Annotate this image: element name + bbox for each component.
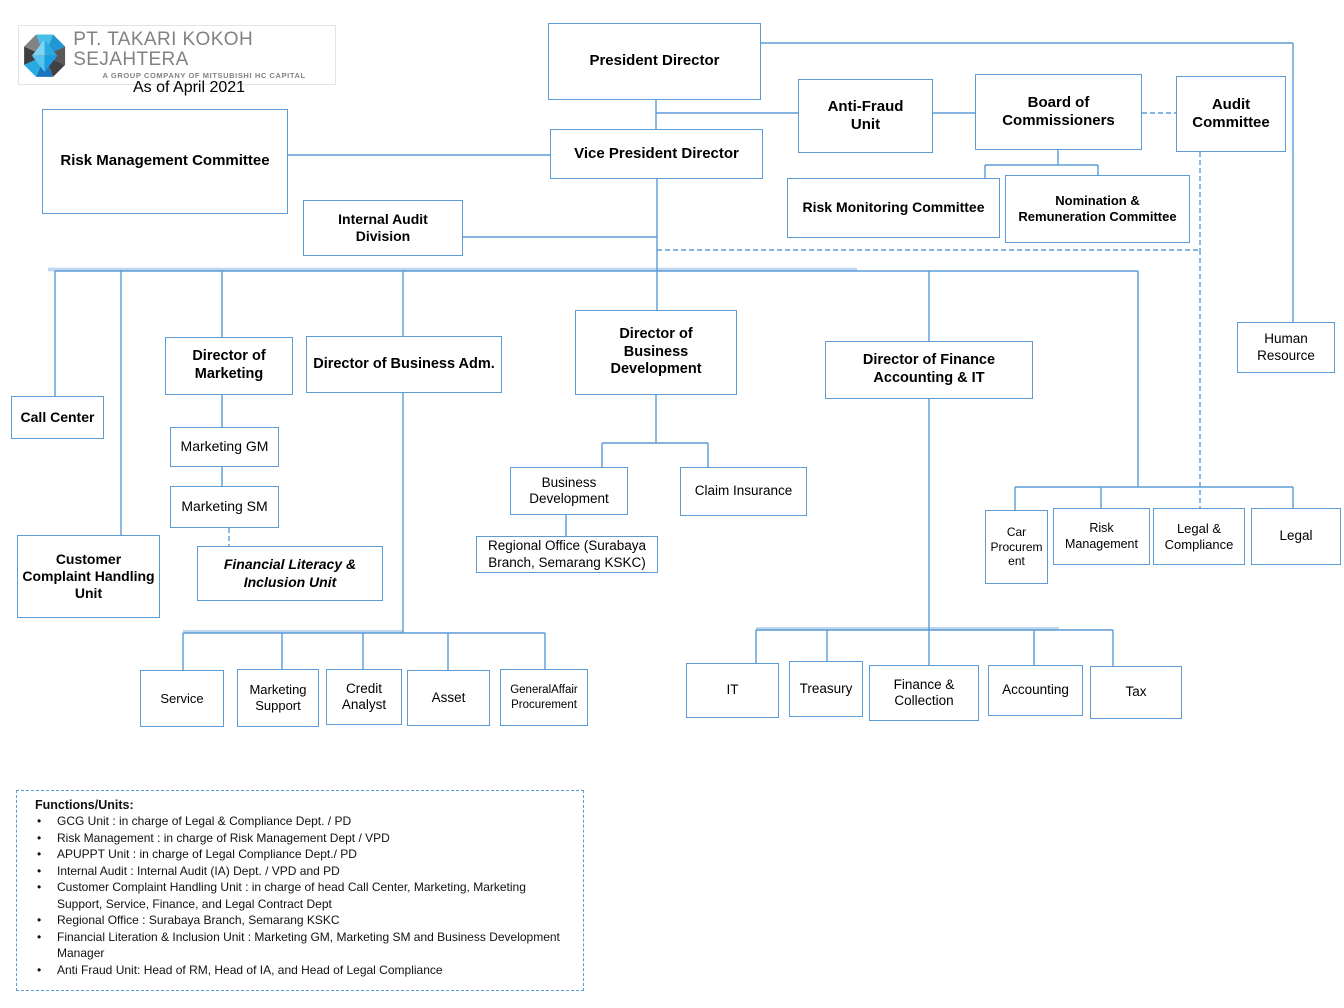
- node-audit-committee: Audit Committee: [1176, 76, 1286, 152]
- list-item: • APUPPT Unit : in charge of Legal Compliance Dept./ PD: [21, 846, 573, 863]
- node-customer-complaint-handling-unit: Customer Complaint Handling Unit: [17, 535, 160, 618]
- list-item: • Customer Complaint Handling Unit : in charge of head Call Center, Marketing, Marketing Support, Service, Finance, and Legal Contract Dept: [21, 879, 573, 912]
- node-director-of-business-development: Director of Business Development: [575, 310, 737, 395]
- list-item: • Risk Management : in charge of Risk Management Dept / VPD: [21, 830, 573, 847]
- node-regional-office: Regional Office (Surabaya Branch, Semarang KSKC): [476, 536, 658, 573]
- functions-units-legend: [16, 790, 584, 991]
- node-director-of-finance-accounting-it: Director of Finance Accounting & IT: [825, 341, 1033, 399]
- node-vice-president-director: Vice President Director: [550, 129, 763, 179]
- functions-units-list: [21, 813, 573, 978]
- node-director-of-marketing: Director of Marketing: [165, 337, 293, 395]
- node-service: Service: [140, 670, 224, 727]
- node-board-of-commissioners: Board of Commissioners: [975, 74, 1142, 150]
- node-president-director: President Director: [548, 23, 761, 100]
- node-credit-analyst: Credit Analyst: [326, 669, 402, 725]
- node-nomination-remuneration-committee: Nomination & Remuneration Committee: [1005, 175, 1190, 243]
- node-internal-audit-division: Internal Audit Division: [303, 200, 463, 256]
- company-header: [18, 25, 336, 85]
- node-marketing-support: Marketing Support: [237, 669, 319, 727]
- node-marketing-gm: Marketing GM: [170, 427, 279, 467]
- company-logo: [22, 28, 67, 82]
- list-item: • Anti Fraud Unit: Head of RM, Head of IA, and Head of Legal Compliance: [21, 962, 573, 979]
- node-business-development: Business Development: [510, 467, 628, 515]
- list-item: • Financial Literation & Inclusion Unit : Marketing GM, Marketing SM and Business Development Manager: [21, 929, 573, 962]
- node-risk-management-committee: Risk Management Committee: [42, 109, 288, 214]
- node-tax: Tax: [1090, 666, 1182, 719]
- node-finance-collection: Finance & Collection: [869, 665, 979, 721]
- list-item: • Internal Audit : Internal Audit (IA) Dept. / VPD and PD: [21, 863, 573, 880]
- node-treasury: Treasury: [789, 661, 863, 717]
- node-legal: Legal: [1251, 508, 1341, 565]
- node-risk-management: Risk Management: [1053, 508, 1150, 565]
- node-claim-insurance: Claim Insurance: [680, 467, 807, 516]
- node-anti-fraud-unit: Anti-Fraud Unit: [798, 79, 933, 153]
- node-call-center: Call Center: [11, 396, 104, 439]
- node-accounting: Accounting: [988, 665, 1083, 716]
- list-item: • GCG Unit : in charge of Legal & Compliance Dept. / PD: [21, 813, 573, 830]
- node-general-affair-procurement: GeneralAffair Procurement: [500, 669, 588, 726]
- node-legal-compliance: Legal & Compliance: [1153, 508, 1245, 565]
- node-marketing-sm: Marketing SM: [170, 486, 279, 528]
- as-of-date: As of April 2021: [133, 79, 246, 96]
- node-director-of-business-adm: Director of Business Adm.: [306, 336, 502, 393]
- functions-units-title: Functions/Units:: [35, 798, 134, 812]
- node-financial-literacy-inclusion-unit: Financial Literacy & Inclusion Unit: [197, 546, 383, 601]
- company-tagline: A GROUP COMPANY OF MITSUBISHI HC CAPITAL: [102, 71, 306, 81]
- node-risk-monitoring-committee: Risk Monitoring Committee: [787, 178, 1000, 238]
- node-human-resource: Human Resource: [1237, 322, 1335, 373]
- company-name: PT. TAKARI KOKOH SEJAHTERA: [73, 28, 254, 70]
- node-it: IT: [686, 663, 779, 718]
- node-asset: Asset: [407, 670, 490, 726]
- node-car-procurement: Car Procurement: [985, 510, 1048, 584]
- list-item: • Regional Office : Surabaya Branch, Semarang KSKC: [21, 912, 573, 929]
